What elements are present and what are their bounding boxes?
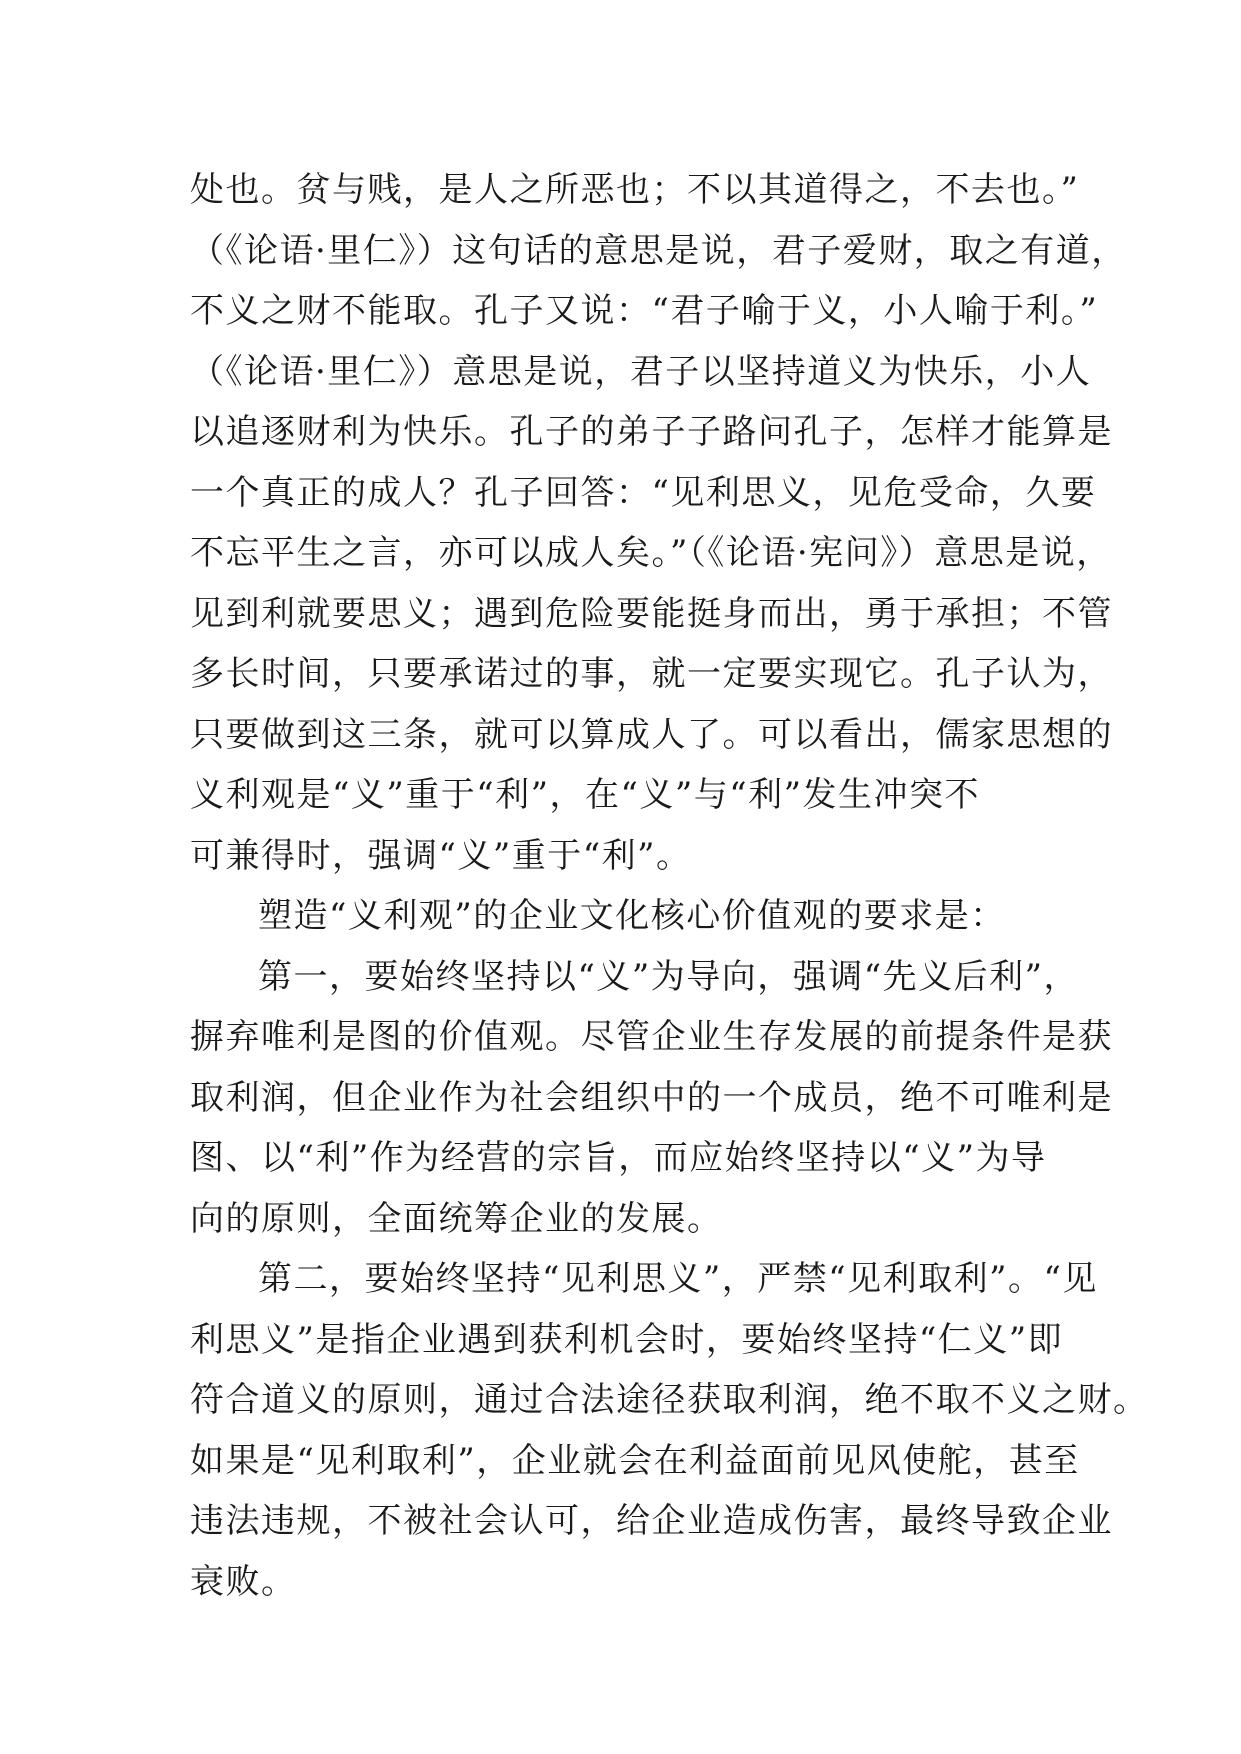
text-line: 取利润，但企业作为社会组织中的一个成员，绝不可唯利是 (190, 1077, 1113, 1118)
text-line: 只要做到这三条，就可以算成人了。可以看出，儒家思想的 (190, 714, 1113, 755)
text-line: 利思义”是指企业遇到获利机会时，要始终坚持“仁义”即 (190, 1319, 1064, 1360)
paragraph-start-line: 第二，要始终坚持“见利思义”，严禁“见利取利”。“见 (258, 1259, 1098, 1299)
text-line: 图、以“利”作为经营的宗旨，而应始终坚持以“义”为导 (190, 1138, 1047, 1178)
body-text (190, 160, 1149, 1612)
text-line: 义利观是“义”重于“利”，在“义”与“利”发生冲突不 (190, 775, 981, 815)
text-line: （《论语·里仁》）这句话的意思是说，君子爱财，取之有道， (190, 230, 1127, 271)
text-line: 向的原则，全面统筹企业的发展。 (190, 1198, 723, 1239)
text-line: 摒弃唯利是图的价值观。尽管企业生存发展的前提条件是获 (190, 1017, 1113, 1057)
text-line: 以追逐财利为快乐。孔子的弟子子路问孔子，怎样才能算是 (190, 412, 1113, 452)
text-line: （《论语·里仁》）意思是说，君子以坚持道义为快乐，小人 (190, 351, 1092, 392)
text-line: 符合道义的原则，通过合法途径获取利润，绝不取不义之财。 (190, 1380, 1149, 1420)
text-line: 违法违规，不被社会认可，给企业造成伤害，最终导致企业 (190, 1501, 1113, 1541)
paragraph-start-line: 第一，要始终坚持以“义”为导向，强调“先义后利”， (258, 956, 1080, 997)
text-line: 不义之财不能取。孔子又说：“君子喻于义，小人喻于利。” (190, 291, 1099, 331)
paragraph-start-line: 塑造“义利观”的企业文化核心价值观的要求是： (258, 896, 1006, 936)
text-line: 处也。贫与贱，是人之所恶也；不以其道得之，不去也。” (190, 170, 1080, 210)
text-line: 不忘平生之言，亦可以成人矣。”（《论语·宪问》）意思是说， (190, 533, 1112, 573)
text-line: 见到利就要思义；遇到危险要能挺身而出，勇于承担；不管 (190, 593, 1113, 634)
text-line: 衰败。 (190, 1561, 297, 1602)
text-line: 可兼得时，强调“义”重于“利”。 (190, 835, 692, 876)
text-line: 一个真正的成人？孔子回答：“见利思义，见危受命，久要 (190, 472, 1097, 513)
text-line: 多长时间，只要承诺过的事，就一定要实现它。孔子认为， (190, 654, 1113, 694)
text-line: 如果是“见利取利”，企业就会在利益面前见风使舵，甚至 (190, 1440, 1080, 1481)
